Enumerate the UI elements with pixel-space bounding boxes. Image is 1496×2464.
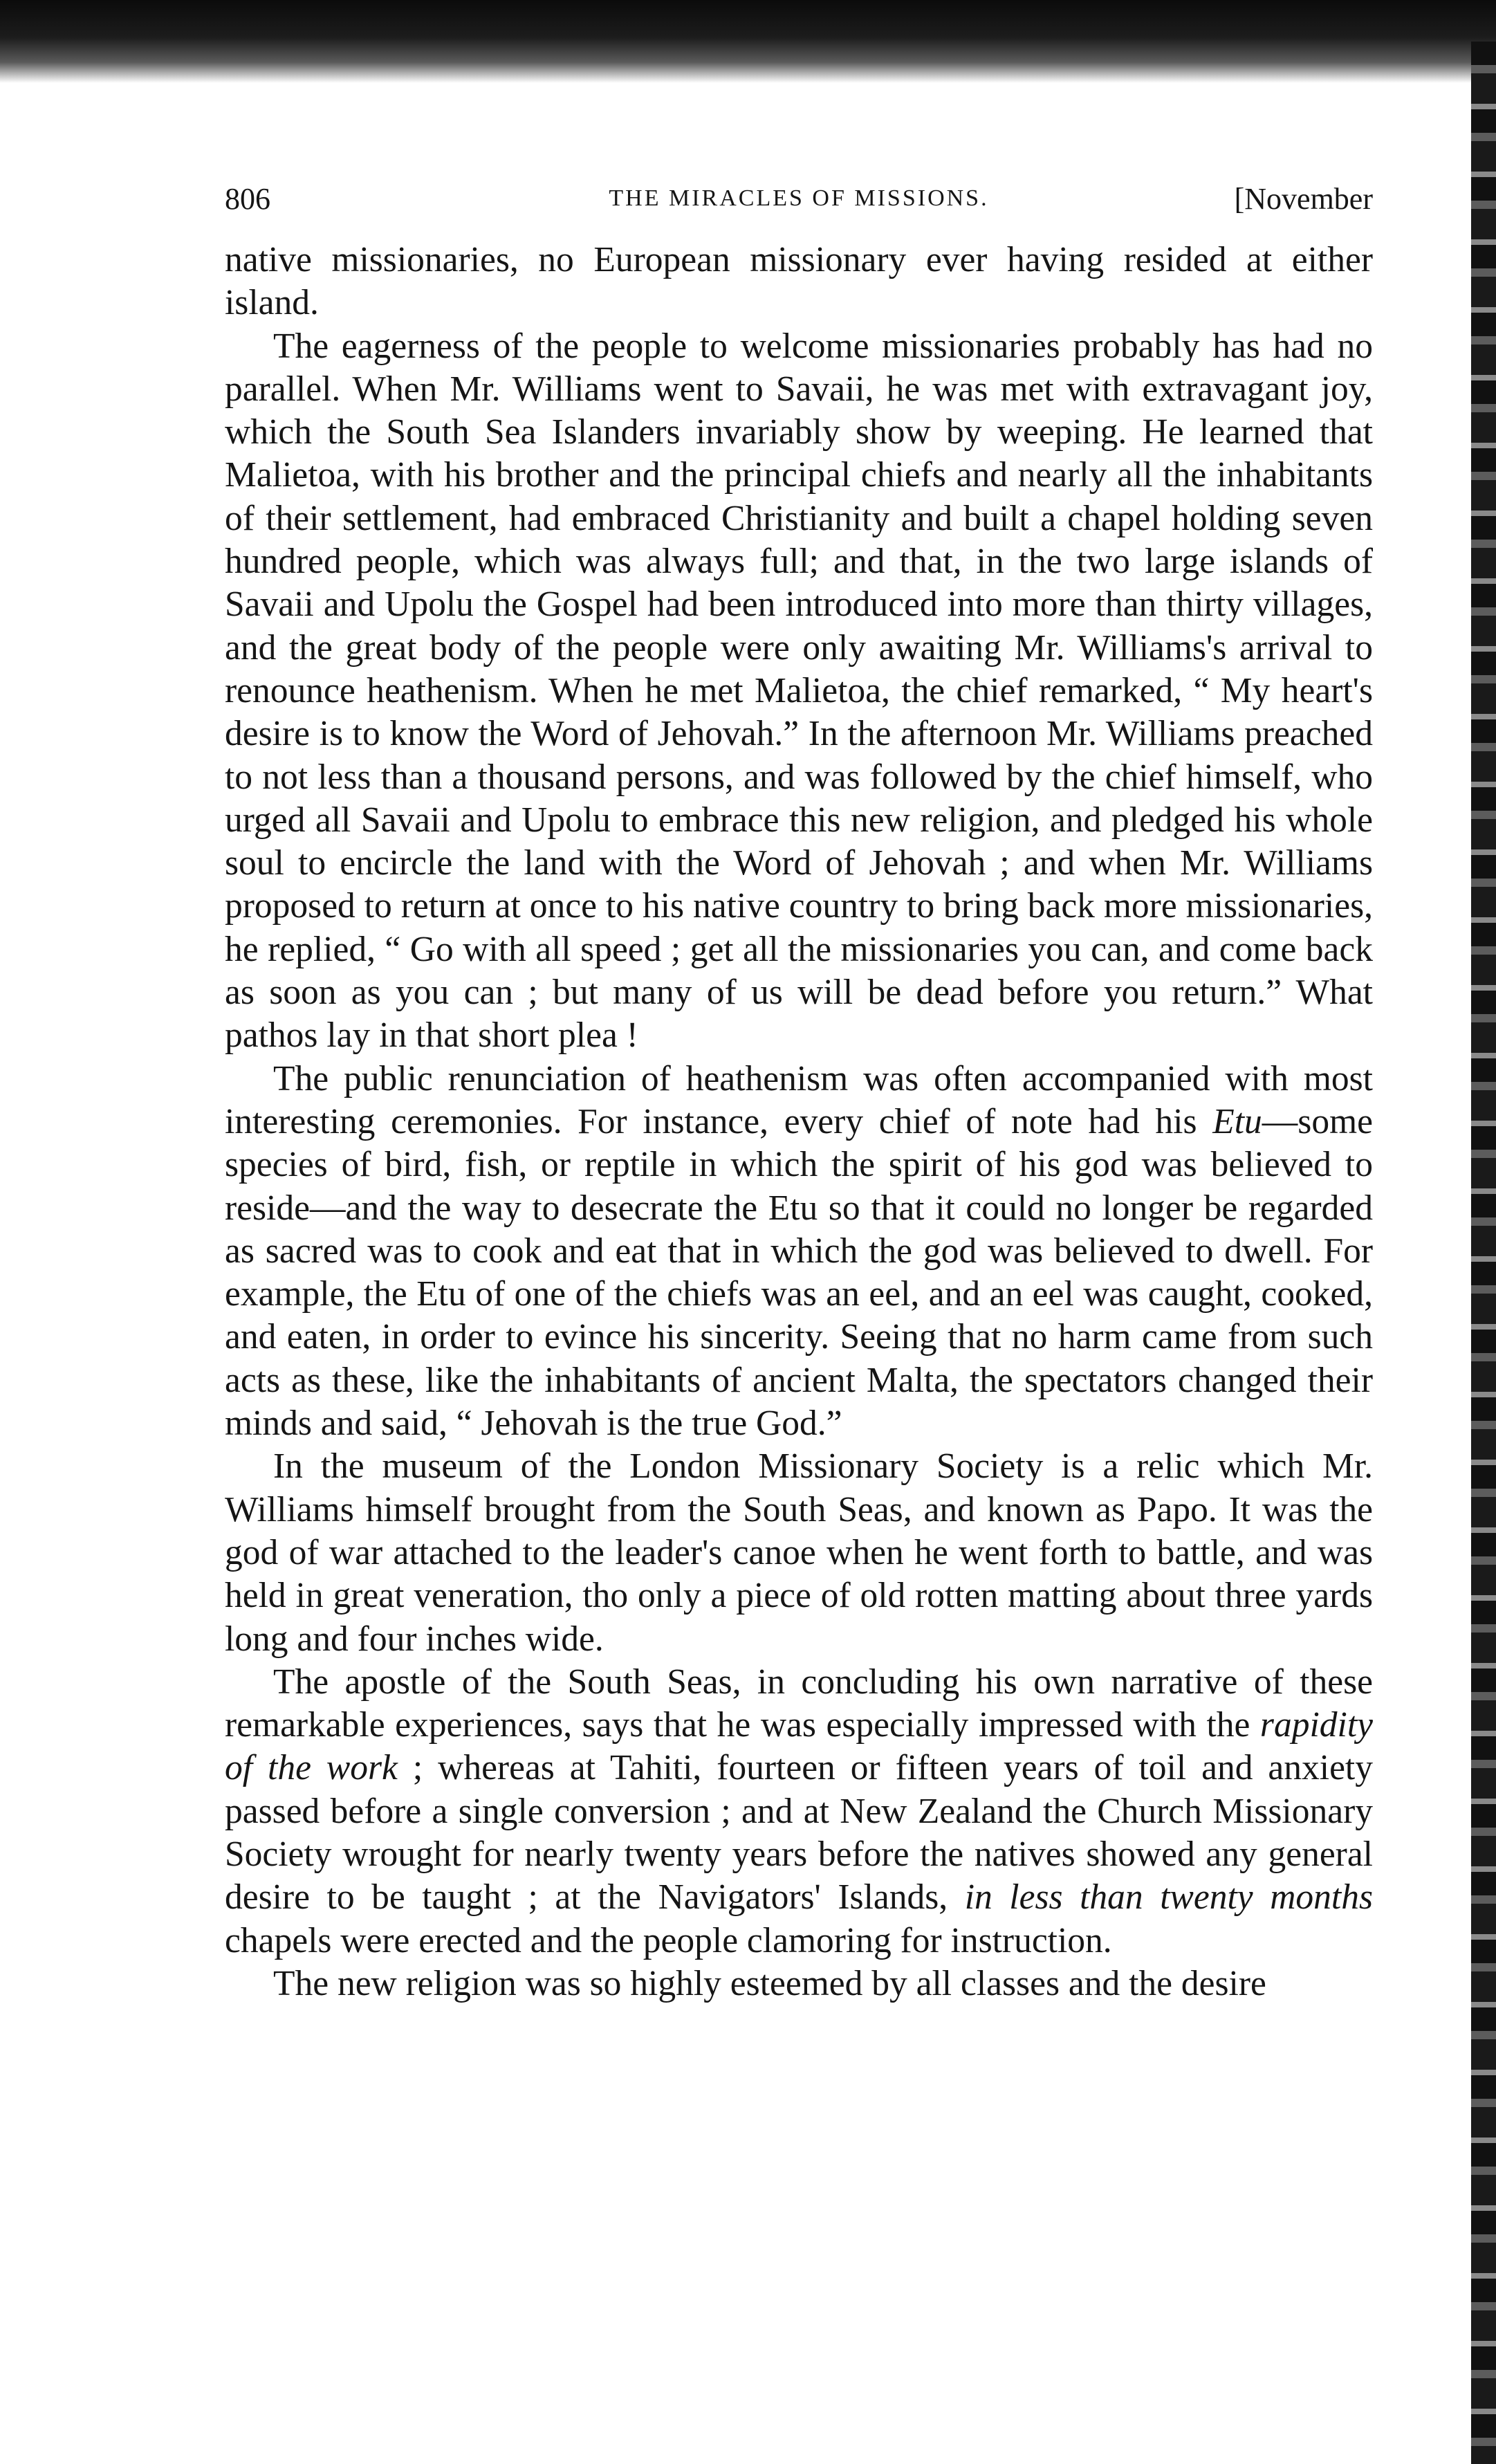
paragraph-text: The new religion was so highly esteemed by all classes and the desire xyxy=(273,1963,1266,2003)
paragraph xyxy=(225,1058,1373,1446)
paragraph-text: —some species of bird, fish, or reptile in which the spirit of his god was believed to reside—and the way to desecrate the Etu so that it could no longer be regarded as sacred was to cook and eat that in which the god was believed to dwell. For example, the Etu of one of the chiefs was an eel, and an eel was caught, cooked, and eaten, in order to evince his sincerity. Seeing that no harm came from such acts as these, like the inhabitants of ancient Malta, the spectators changed their minds and said, “ Jehovah is the true God.” xyxy=(225,1101,1373,1444)
italic-text: in less than twenty months xyxy=(964,1877,1373,1918)
italic-text: Etu xyxy=(1212,1101,1262,1141)
paragraph-text: The public renunciation of heathenism was often accompanied with most interesting ceremonies. For instance, every chief of note had his xyxy=(225,1058,1373,1141)
paragraph-text: In the museum of the London Missionary Society is a relic which Mr. Williams himself brought from the South Seas, and known as Papo. It was the god of war attached to the leader's canoe when he went forth to battle, and was held in great veneration, tho only a piece of old rotten matting about three yards long and four inches wide. xyxy=(225,1446,1373,1659)
paragraph xyxy=(225,1661,1373,1962)
paragraph xyxy=(225,325,1373,1058)
running-title: THE MIRACLES OF MISSIONS. xyxy=(609,185,989,211)
header-month: [November xyxy=(1234,182,1373,216)
paragraph-text: ; whereas at Tahiti, fourteen or fifteen years of toil and anxiety passed before a single conversion ; and at New Zealand the Church Missionary Society wrought for nearly twenty years before the natives showed any general desire to be taught ; at the Navigators' Islands, xyxy=(225,1748,1373,1918)
body-text xyxy=(225,239,1373,2005)
paragraph-text: The apostle of the South Seas, in concluding his own narrative of these remarkable experiences, says that he was especially impressed with the xyxy=(225,1662,1373,1745)
scan-right-edge xyxy=(1471,42,1496,2464)
scan-top-border xyxy=(0,0,1496,83)
paragraph-text: native missionaries, no European missionary ever having resided at either island. xyxy=(225,240,1373,323)
paragraph-text: The eagerness of the people to welcome missionaries probably has had no parallel. When Mr. Williams went to Savaii, he was met with extravagant joy, which the South Sea Islanders invariably show by weeping. He learned that Malietoa, with his brother and the principal chiefs and nearly all the inhabitants of their settlement, had embraced Christianity and built a chapel holding seven hundred people, which was always full; and that, in the two large islands of Savaii and Upolu the Gospel had been introduced into more than thirty villages, and the great body of the people were only awaiting Mr. Williams's arrival to renounce heathenism. When he met Malietoa, the chief remarked, “ My heart's desire is to know the Word of Jehovah.” In the afternoon Mr. Williams preached to not less than a thousand persons, and was followed by the chief himself, who urged all Savaii and Upolu to embrace this new religion, and pledged his whole soul to encircle the land with the Word of Jehovah ; and when Mr. Williams proposed to return at once to his native country to bring back more missionaries, he replied, “ Go with all speed ; get all the missionaries you can, and come back as soon as you can ; but many of us will be dead before you return.” What pathos lay in that short plea ! xyxy=(225,326,1373,1056)
paragraph xyxy=(225,239,1373,325)
paragraph-text: chapels were erected and the people clamoring for instruction. xyxy=(225,1920,1112,1960)
paragraph xyxy=(225,1962,1373,2005)
paragraph xyxy=(225,1445,1373,1660)
page-header xyxy=(225,181,1373,230)
italic-text: rapidity of the work xyxy=(225,1705,1373,1788)
page-number: 806 xyxy=(225,182,270,216)
